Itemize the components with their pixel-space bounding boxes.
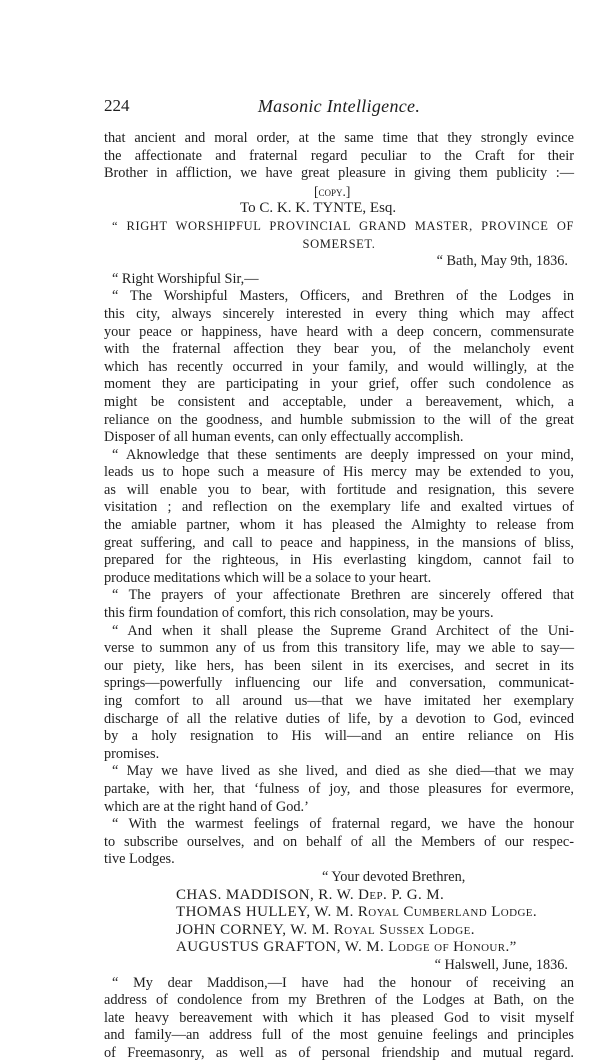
text-line: late heavy bereavement with which it has pleased God to visit myself bbox=[104, 1009, 574, 1026]
text-line: partake, with her, that ‘fulness of joy, and those pleasures for evermore, bbox=[104, 780, 574, 797]
text-line: and family—an address full of the most genuine feelings and principles bbox=[104, 1027, 574, 1044]
text-line: springs—powerfully influencing our life and conversation, communicat- bbox=[104, 675, 574, 692]
text-line: produce meditations which will be a solace to your heart. bbox=[104, 569, 432, 586]
text-line: this firm foundation of comfort, this rich consolation, may be yours. bbox=[104, 605, 494, 622]
text-line: “ Aknowledge that these sentiments are deeply impressed on your mind, bbox=[112, 446, 574, 463]
text-line: SOMERSET. bbox=[302, 236, 376, 251]
text-line: “ The prayers of your affectionate Brethren are sincerely offered that bbox=[112, 587, 574, 604]
text-line: the amiable partner, whom it has pleased the Almighty to release from bbox=[104, 517, 574, 534]
text-line: as will enable you to bear, with fortitude and resignation, this severe bbox=[104, 481, 574, 498]
text-line: AUGUSTUS GRAFTON, W. M. Lodge of Honour.” bbox=[176, 939, 517, 956]
text-line: To C. K. K. TYNTE, Esq. bbox=[240, 200, 397, 217]
text-line: JOHN CORNEY, W. M. Royal Sussex Lodge. bbox=[176, 921, 475, 938]
text-line: Disposer of all human events, can only effectually accomplish. bbox=[104, 429, 464, 446]
text-line: visitation ; and reflection on the exemplary life and exalted virtues of bbox=[104, 499, 574, 516]
text-line: that ancient and moral order, at the same time that they strongly evince bbox=[104, 130, 574, 146]
text-line: with the fraternal affection they bear you, of the melancholy event bbox=[104, 341, 574, 358]
text-line: which has recently occurred in your family, and would willingly, at the bbox=[104, 358, 574, 375]
text-line: promises. bbox=[104, 745, 160, 762]
text-line: your peace or happiness, have heard with a deep concern, commensurate bbox=[104, 323, 574, 340]
text-line: “ Your devoted Brethren, bbox=[322, 868, 466, 885]
text-line: “ The Worshipful Masters, Officers, and Brethren of the Lodges in bbox=[112, 288, 574, 305]
text-line: [copy.] bbox=[314, 183, 351, 199]
page-number: 224 bbox=[104, 96, 130, 115]
text-line: this city, always sincerely interested in every thing which may affect bbox=[104, 305, 574, 322]
text-line: “ Right Worshipful Sir,— bbox=[112, 270, 259, 287]
text-line: moment they are participating in your grief, offer such condolence as bbox=[104, 376, 574, 393]
text-line: our piety, like hers, has been silent in its exercises, and secret in its bbox=[104, 657, 574, 674]
text-line: verse to summon any of us from this transitory life, may we able to say— bbox=[104, 640, 574, 657]
text-line: of Freemasonry, as well as of personal friendship and mutual regard. bbox=[104, 1044, 574, 1061]
running-title: Masonic Intelligence. bbox=[257, 96, 421, 116]
page-body-text bbox=[104, 130, 574, 1062]
text-line: “ With the warmest feelings of fraternal regard, we have the honour bbox=[112, 816, 574, 833]
text-line: CHAS. MADDISON, R. W. Dep. P. G. M. bbox=[176, 886, 445, 903]
text-line: reliance on the goodness, and humble submission to the will of the great bbox=[104, 411, 574, 428]
text-line: might be consistent and acceptable, under a bereavement, which, a bbox=[104, 393, 574, 410]
text-line: “ Bath, May 9th, 1836. bbox=[436, 253, 568, 270]
text-line: which are at the right hand of God.’ bbox=[104, 798, 309, 815]
text-line: ing comfort to all around us—that we have imitated her exemplary bbox=[104, 693, 574, 709]
text-line: “ RIGHT WORSHIPFUL PROVINCIAL GRAND MASTER, PROVINCE OF bbox=[112, 218, 574, 233]
page-header bbox=[104, 96, 574, 120]
text-line: Brother in affliction, we have great pleasure in giving them publicity :— bbox=[104, 165, 574, 182]
text-line: the affectionate and fraternal regard peculiar to the Craft for their bbox=[104, 147, 574, 164]
text-line: THOMAS HULLEY, W. M. Royal Cumberland Lodge. bbox=[176, 904, 538, 921]
text-line: “ My dear Maddison,—I have had the honour of receiving an bbox=[112, 974, 574, 991]
text-line: leads us to hope such a measure of His mercy may be extended to you, bbox=[104, 464, 574, 481]
text-line: to subscribe ourselves, and on behalf of all the Members of our respec- bbox=[104, 833, 574, 850]
text-line: tive Lodges. bbox=[104, 851, 175, 868]
text-line: discharge of all the relative duties of life, by a devotion to God, evinced bbox=[104, 710, 574, 727]
text-line: “ May we have lived as she lived, and died as she died—that we may bbox=[112, 763, 574, 780]
text-line: “ Halswell, June, 1836. bbox=[434, 956, 568, 973]
text-line: address of condolence from my Brethren of the Lodges at Bath, on the bbox=[104, 992, 574, 1009]
text-line: prepared for the righteous, in His everlasting kingdom, cannot fail to bbox=[104, 552, 574, 569]
text-line: “ And when it shall please the Supreme Grand Architect of the Uni- bbox=[112, 622, 574, 639]
text-line: great suffering, and call to peace and happiness, in the mansions of bliss, bbox=[104, 534, 574, 551]
text-line: by a holy resignation to His will—and an entire reliance on His bbox=[104, 728, 574, 745]
